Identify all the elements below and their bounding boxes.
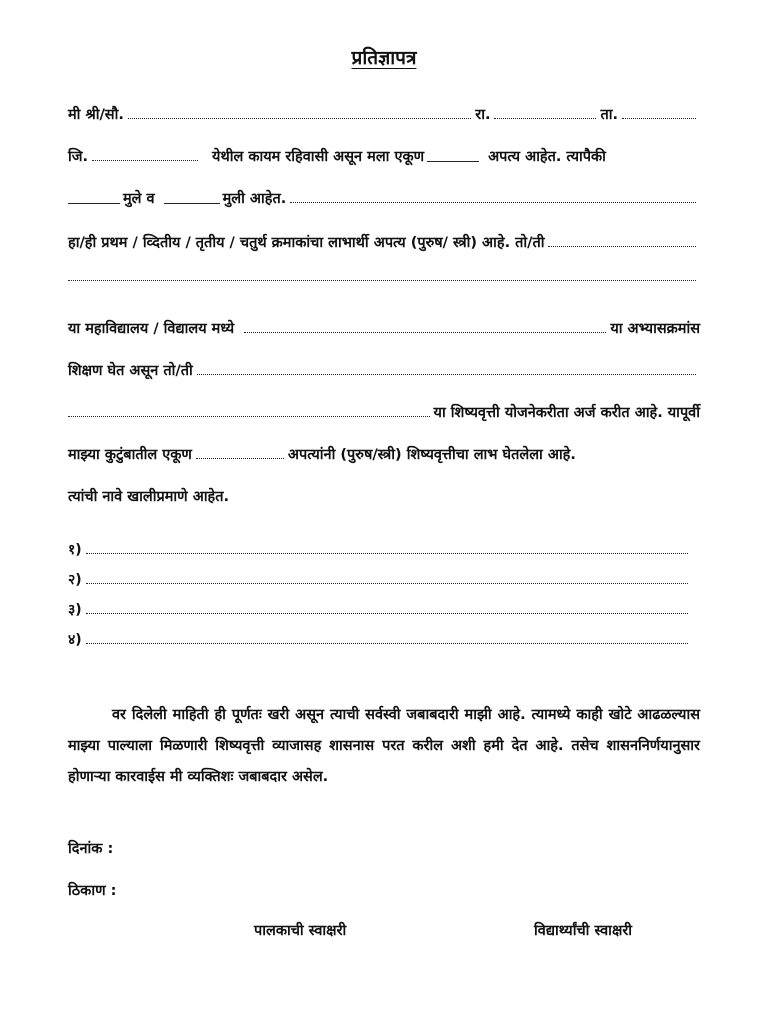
list-number: १) — [68, 542, 82, 558]
list-blank[interactable] — [86, 642, 688, 644]
parent-signature-label: पालकाची स्वाक्षरी — [254, 923, 347, 939]
education-line — [68, 360, 700, 380]
sons-count-blank[interactable] — [68, 202, 120, 204]
date-label: दिनांक : — [68, 841, 114, 857]
name-line — [68, 104, 700, 124]
district-blank[interactable] — [92, 159, 198, 161]
list-number: ३) — [68, 602, 82, 618]
residence-text: येथील कायम रहिवासी असून मला एकूण — [212, 149, 425, 165]
list-item — [68, 630, 692, 649]
education-text: शिक्षण घेत असून तो/ती — [68, 363, 193, 379]
course-text: या अभ्यासक्रमांस — [610, 321, 700, 337]
application-text: या शिष्यवृत्ती योजनेकरीता अर्ज करीत आहे. यापूर्वी — [433, 405, 700, 421]
taluka-blank[interactable] — [622, 117, 696, 119]
district-line — [68, 146, 700, 166]
village-blank[interactable] — [494, 117, 596, 119]
sons-daughters-line — [68, 188, 700, 208]
family-beneficiaries-line — [68, 444, 700, 464]
college-text: या महाविद्यालय / विद्यालय मध्ये — [68, 321, 235, 337]
names-intro-line — [68, 486, 700, 506]
college-line — [68, 318, 700, 338]
student-signature-label: विद्यार्थ्यांची स्वाक्षरी — [534, 923, 633, 939]
village-label: रा. — [475, 107, 491, 123]
beneficiary-order-line — [68, 232, 700, 252]
names-intro-text: त्यांची नावे खालीप्रमाणे आहेत. — [68, 489, 229, 505]
line4-blank[interactable] — [548, 245, 696, 247]
name-prefix: मी श्री/सौ. — [68, 107, 124, 123]
beneficiary-order-text: हा/ही प्रथम / व्दितीय / तृतीय / चतुर्थ क्रमाकांचा लाभार्थी अपत्य (पुरुष/ स्त्री) आहे. तो/ती — [68, 235, 545, 251]
children-count-blank[interactable] — [427, 160, 479, 162]
family-count-blank[interactable] — [196, 457, 284, 459]
full-blank-line — [68, 270, 700, 286]
list-number: २) — [68, 572, 82, 588]
list-blank[interactable] — [86, 582, 688, 584]
list-number: ४) — [68, 632, 82, 648]
daughters-count-blank[interactable] — [164, 202, 220, 204]
college-blank[interactable] — [244, 331, 606, 333]
document-title: प्रतिज्ञापत्र — [351, 47, 417, 69]
list-item — [68, 570, 692, 589]
list-blank[interactable] — [86, 552, 688, 554]
taluka-label: ता. — [600, 107, 618, 123]
line5-blank[interactable] — [68, 279, 696, 281]
daughters-label: मुली आहेत. — [222, 191, 287, 207]
scheme-blank[interactable] — [68, 415, 430, 417]
list-blank[interactable] — [86, 612, 688, 614]
place-label: ठिकाण : — [68, 883, 117, 899]
list-item — [68, 600, 692, 619]
application-line — [68, 402, 700, 422]
line3-blank[interactable] — [290, 201, 696, 203]
student-name-blank[interactable] — [197, 373, 696, 375]
children-text: अपत्य आहेत. त्यापैकी — [488, 149, 606, 165]
list-item — [68, 540, 692, 559]
family-benefit-text: अपत्यांनी (पुरुष/स्त्री) शिष्यवृत्तीचा लाभ घेतलेला आहे. — [287, 447, 576, 463]
district-label: जि. — [68, 149, 89, 165]
name-blank[interactable] — [128, 117, 471, 119]
declaration-paragraph: वर दिलेली माहिती ही पूर्णतः खरी असून त्याची सर्वस्वी जबाबदारी माझी आहे. त्यामध्ये काही खोटे आढळल्यास माझ्या पाल्याला मिळणारी शिष्यवृत्ती व्याजासह शासनास परत करील अशी हमी देत आहे. तसेच शासननिर्णयानुसार होणाऱ्या कारवाईस मी व्यक्तिशः जबाबदार असेल. — [68, 707, 700, 785]
sons-label: मुले व — [123, 191, 155, 207]
family-text: माझ्या कुटुंबातील एकूण — [68, 447, 192, 463]
